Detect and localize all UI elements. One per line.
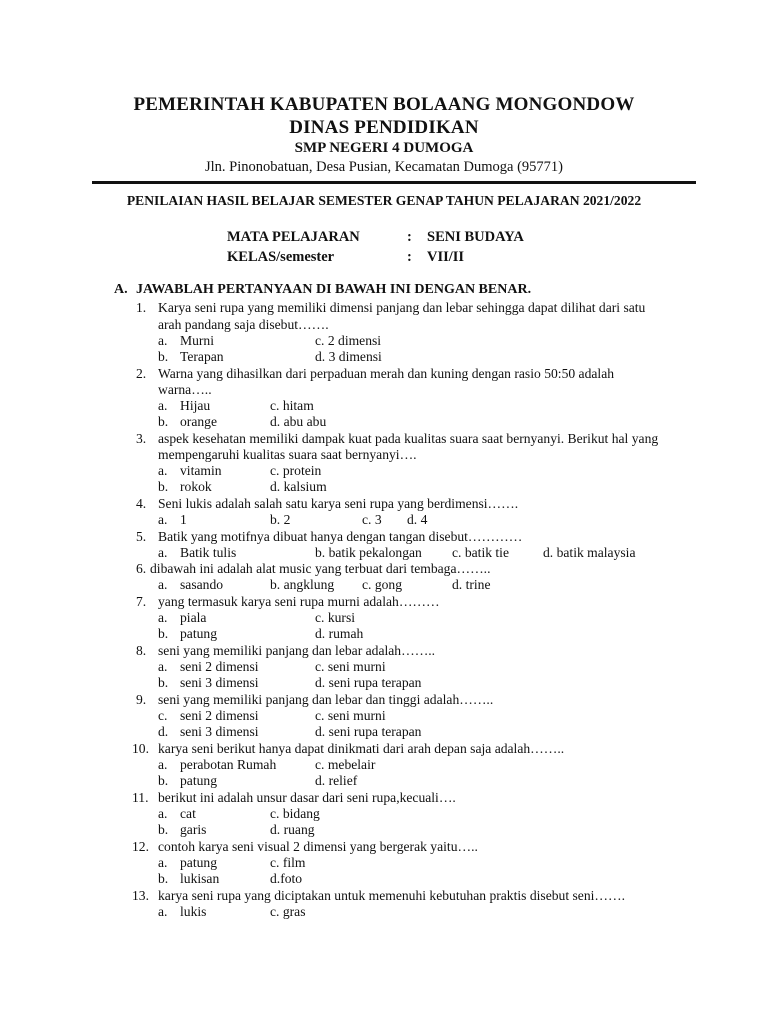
class-value: VII/II — [427, 249, 465, 265]
answer-option: d. 3 dimensi — [315, 349, 382, 364]
option-letter: a. — [158, 333, 168, 348]
question-number: 2. — [136, 366, 147, 381]
answer-option: sasando — [180, 577, 224, 592]
answer-option: d. ruang — [270, 822, 315, 837]
question-number: 8. — [136, 643, 147, 658]
answer-option: c. gras — [270, 904, 306, 919]
answer-option: Batik tulis — [180, 545, 237, 560]
question-number: 12. — [132, 839, 149, 854]
question-text: contoh karya seni visual 2 dimensi yang bergerak yaitu….. — [158, 839, 478, 854]
header-school: SMP NEGERI 4 DUMOGA — [294, 140, 474, 156]
answer-option: c. 3 — [362, 512, 382, 527]
question-text: yang termasuk karya seni rupa murni adalah……… — [158, 594, 440, 609]
option-letter: b. — [158, 479, 169, 494]
question-number: 9. — [136, 692, 147, 707]
subject-value: SENI BUDAYA — [427, 229, 524, 245]
option-letter: d. — [158, 724, 169, 739]
answer-option: d. 4 — [407, 512, 428, 527]
answer-option: d. rumah — [315, 626, 364, 641]
question-text: Warna yang dihasilkan dari perpaduan merah dan kuning dengan rasio 50:50 adalah — [158, 366, 615, 381]
answer-option: patung — [180, 855, 217, 870]
answer-option: d. abu abu — [270, 414, 327, 429]
answer-option: lukisan — [180, 871, 220, 886]
answer-option: c. film — [270, 855, 306, 870]
question-text: seni yang memiliki panjang dan lebar adalah…….. — [158, 643, 436, 658]
question-text: berikut ini adalah unsur dasar dari seni rupa,kecuali…. — [158, 790, 456, 805]
section-heading: JAWABLAH PERTANYAAN DI BAWAH INI DENGAN BENAR. — [136, 282, 532, 297]
answer-option: garis — [180, 822, 207, 837]
question-number: 13. — [132, 888, 149, 903]
answer-option: c. 2 dimensi — [315, 333, 382, 348]
question-number: 6. — [136, 561, 147, 576]
answer-option: d. batik malaysia — [543, 545, 636, 560]
question-text: karya seni rupa yang diciptakan untuk memenuhi kebutuhan praktis disebut seni……. — [158, 888, 625, 903]
answer-option: Terapan — [180, 349, 224, 364]
question-text: arah pandang saja disebut……. — [158, 317, 329, 332]
answer-option: c. bidang — [270, 806, 320, 821]
option-letter: b. — [158, 871, 169, 886]
question-text: karya seni berikut hanya dapat dinikmati dari arah depan saja adalah…….. — [158, 741, 565, 756]
option-letter: a. — [158, 398, 168, 413]
subject-label: MATA PELAJARAN — [227, 229, 360, 245]
option-letter: a. — [158, 904, 168, 919]
question-text: warna….. — [158, 382, 212, 397]
answer-option: d. kalsium — [270, 479, 327, 494]
answer-option: Murni — [180, 333, 214, 348]
answer-option: c. kursi — [315, 610, 356, 625]
answer-option: c. gong — [362, 577, 403, 592]
header-government: PEMERINTAH KABUPATEN BOLAANG MONGONDOW — [133, 94, 635, 115]
option-letter: b. — [158, 822, 169, 837]
section-letter: A. — [114, 282, 128, 297]
answer-option: b. angklung — [270, 577, 335, 592]
answer-option: c. protein — [270, 463, 322, 478]
question-text: aspek kesehatan memiliki dampak kuat pada kualitas suara saat bernyanyi. Berikut hal yang — [158, 431, 659, 446]
class-colon: : — [407, 249, 412, 265]
answer-option: perabotan Rumah — [180, 757, 277, 772]
option-letter: b. — [158, 626, 169, 641]
option-letter: a. — [158, 512, 168, 527]
question-number: 4. — [136, 496, 147, 511]
subject-colon: : — [407, 229, 412, 245]
option-letter: a. — [158, 855, 168, 870]
answer-option: c. mebelair — [315, 757, 376, 772]
header-rule — [92, 181, 696, 184]
answer-option: patung — [180, 626, 217, 641]
answer-option: vitamin — [180, 463, 222, 478]
question-text: mempengaruhi kualitas suara saat bernyanyi…. — [158, 447, 417, 462]
answer-option: piala — [180, 610, 207, 625]
answer-option: c. hitam — [270, 398, 314, 413]
question-text: Seni lukis adalah salah satu karya seni rupa yang berdimensi……. — [158, 496, 519, 511]
option-letter: b. — [158, 414, 169, 429]
question-number: 11. — [132, 790, 149, 805]
class-label: KELAS/semester — [227, 249, 335, 265]
option-letter: a. — [158, 463, 168, 478]
answer-option: b. 2 — [270, 512, 291, 527]
exam-title: PENILAIAN HASIL BELAJAR SEMESTER GENAP TAHUN PELAJARAN 2021/2022 — [126, 193, 642, 208]
answer-option: d. seni rupa terapan — [315, 724, 422, 739]
answer-option: seni 2 dimensi — [180, 659, 259, 674]
answer-option: d. seni rupa terapan — [315, 675, 422, 690]
answer-option: seni 3 dimensi — [180, 675, 259, 690]
question-number: 7. — [136, 594, 147, 609]
option-letter: b. — [158, 773, 169, 788]
header-address: Jln. Pinonobatuan, Desa Pusian, Kecamatan Dumoga (95771) — [205, 159, 563, 175]
option-letter: a. — [158, 757, 168, 772]
answer-option: d.foto — [270, 871, 303, 886]
answer-option: seni 3 dimensi — [180, 724, 259, 739]
question-number: 10. — [132, 741, 149, 756]
answer-option: d. relief — [315, 773, 358, 788]
question-number: 1. — [136, 300, 147, 315]
option-letter: a. — [158, 806, 168, 821]
question-text: seni yang memiliki panjang dan lebar dan tinggi adalah…….. — [158, 692, 494, 707]
question-text: Batik yang motifnya dibuat hanya dengan tangan disebut………… — [158, 529, 523, 544]
question-text: Karya seni rupa yang memiliki dimensi panjang dan lebar sehingga dapat dilihat dari satu — [158, 300, 646, 315]
answer-option: cat — [180, 806, 196, 821]
option-letter: a. — [158, 545, 168, 560]
option-letter: a. — [158, 577, 168, 592]
question-text: dibawah ini adalah alat music yang terbuat dari tembaga…….. — [150, 561, 491, 576]
option-letter: b. — [158, 349, 169, 364]
answer-option: c. batik tie — [452, 545, 509, 560]
answer-option: patung — [180, 773, 217, 788]
question-number: 5. — [136, 529, 147, 544]
answer-option: c. seni murni — [315, 708, 386, 723]
answer-option: orange — [180, 414, 217, 429]
option-letter: a. — [158, 659, 168, 674]
answer-option: Hijau — [180, 398, 211, 413]
header-department: DINAS PENDIDIKAN — [289, 117, 479, 138]
answer-option: b. batik pekalongan — [315, 545, 422, 560]
answer-option: rokok — [180, 479, 212, 494]
option-letter: b. — [158, 675, 169, 690]
answer-option: 1 — [180, 512, 187, 527]
option-letter: c. — [158, 708, 168, 723]
answer-option: d. trine — [452, 577, 491, 592]
answer-option: seni 2 dimensi — [180, 708, 259, 723]
answer-option: lukis — [180, 904, 207, 919]
answer-option: c. seni murni — [315, 659, 386, 674]
question-number: 3. — [136, 431, 147, 446]
option-letter: a. — [158, 610, 168, 625]
